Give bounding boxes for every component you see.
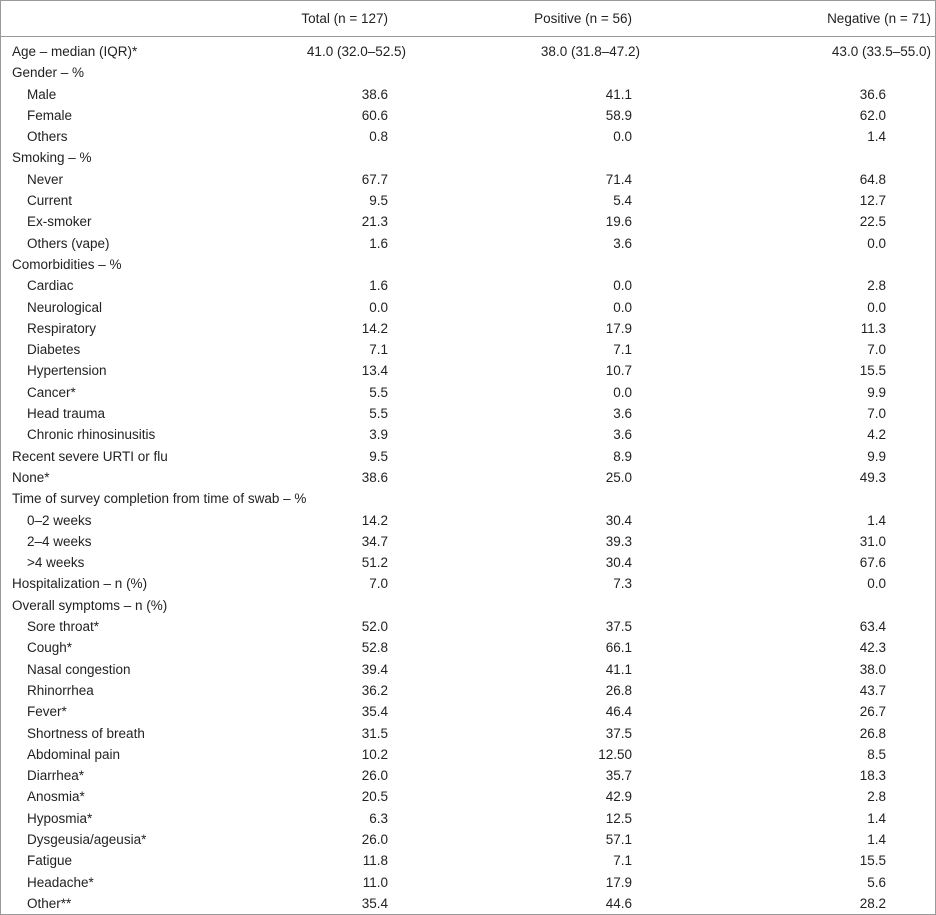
- cell-negative: 0.0: [867, 235, 886, 251]
- cell-positive: 7.1: [613, 342, 632, 358]
- cell-total: 38.6: [361, 86, 388, 102]
- cell-positive: 0.0: [613, 278, 632, 294]
- cell-total: 11.8: [362, 853, 388, 869]
- row-label: Others (vape): [27, 235, 110, 251]
- cell-negative: 7.0: [867, 406, 886, 422]
- table-row: [0, 318, 936, 339]
- cell-negative: 67.6: [859, 555, 886, 571]
- cell-total: 41.0 (32.0–52.5): [306, 44, 406, 59]
- cell-negative: 42.3: [859, 640, 886, 656]
- cell-total: 0.0: [369, 299, 388, 315]
- table-row: [0, 744, 936, 765]
- cell-negative: 49.3: [859, 469, 886, 485]
- row-label: Dysgeusia/ageusia*: [27, 831, 147, 847]
- cell-total: 39.4: [361, 661, 388, 677]
- cell-negative: 2.8: [867, 789, 886, 805]
- row-label: Other**: [27, 895, 72, 911]
- table-row: [0, 786, 936, 807]
- cell-positive: 38.0 (31.8–47.2): [540, 44, 640, 59]
- cell-negative: [682, 147, 936, 168]
- cell-positive: 0.0: [613, 384, 632, 400]
- cell-positive: [416, 595, 682, 616]
- cell-negative: 4.2: [867, 427, 886, 443]
- table-row: [0, 62, 936, 83]
- cell-total: 36.2: [361, 682, 388, 698]
- cell-positive: 26.8: [605, 682, 632, 698]
- cell-positive: 30.4: [605, 555, 632, 571]
- table-row: [0, 616, 936, 637]
- table-row: [0, 382, 936, 403]
- row-label: Diabetes: [27, 342, 81, 358]
- cell-positive: 35.7: [605, 768, 632, 784]
- table-row: [0, 573, 936, 594]
- row-label: None*: [12, 469, 50, 485]
- cell-negative: 9.9: [867, 448, 886, 464]
- cell-positive: 7.3: [613, 576, 632, 592]
- cell-total: 38.6: [361, 469, 388, 485]
- cell-negative: 15.5: [859, 363, 886, 379]
- cell-positive: 17.9: [605, 874, 632, 890]
- cell-negative: 31.0: [859, 533, 886, 549]
- header-total: Total (n = 127): [301, 11, 388, 26]
- row-label: Cancer*: [27, 384, 76, 400]
- table-row: [0, 723, 936, 744]
- row-label: Cardiac: [27, 278, 74, 294]
- row-label: Abdominal pain: [27, 746, 121, 762]
- cell-total: 6.3: [369, 810, 388, 826]
- cell-negative: 43.0 (33.5–55.0): [831, 44, 931, 59]
- cell-total: 51.2: [361, 555, 388, 571]
- table-row: [0, 126, 936, 147]
- row-label: Sore throat*: [27, 619, 100, 635]
- table-row: [0, 467, 936, 488]
- cell-total: 1.6: [369, 278, 388, 294]
- cell-total: 20.5: [361, 789, 388, 805]
- row-label: Nasal congestion: [27, 661, 131, 677]
- table-row: [0, 765, 936, 786]
- cell-positive: 8.9: [613, 448, 632, 464]
- cell-positive: 17.9: [605, 320, 632, 336]
- row-label: Female: [27, 107, 73, 123]
- row-label: Fever*: [27, 704, 67, 720]
- cell-total: [300, 147, 416, 168]
- row-label: >4 weeks: [27, 555, 85, 571]
- cell-positive: 5.4: [613, 193, 632, 209]
- cell-positive: 0.0: [613, 299, 632, 315]
- table-row: [0, 488, 936, 509]
- table-row: [0, 424, 936, 445]
- cell-positive: 25.0: [605, 469, 632, 485]
- cell-total: 3.9: [369, 427, 388, 443]
- table-row: [0, 446, 936, 467]
- cell-total: 60.6: [361, 107, 388, 123]
- cell-negative: 0.0: [867, 576, 886, 592]
- table-row: [0, 211, 936, 232]
- row-label: Cough*: [27, 640, 73, 656]
- table-row: [0, 233, 936, 254]
- cell-positive: 41.1: [605, 661, 632, 677]
- row-label: Comorbidities – %: [12, 256, 122, 272]
- cell-negative: 26.7: [859, 704, 886, 720]
- cell-total: 26.0: [361, 768, 388, 784]
- cell-total: 9.5: [369, 448, 388, 464]
- cell-negative: [682, 595, 936, 616]
- cell-total: 1.6: [369, 235, 388, 251]
- row-label: Male: [27, 86, 57, 102]
- cell-positive: 66.1: [605, 640, 632, 656]
- cell-total: 31.5: [361, 725, 388, 741]
- cell-negative: 1.4: [867, 512, 886, 528]
- row-label: Hypertension: [27, 363, 107, 379]
- cell-positive: 46.4: [605, 704, 632, 720]
- cell-negative: [682, 254, 936, 275]
- table-row: [0, 808, 936, 829]
- cell-total: 10.2: [361, 746, 388, 762]
- cell-negative: 22.5: [859, 214, 886, 230]
- table-row: [0, 829, 936, 850]
- cell-positive: 30.4: [605, 512, 632, 528]
- header-negative: Negative (n = 71): [827, 11, 931, 26]
- cell-positive: 3.6: [613, 406, 632, 422]
- cell-positive: 37.5: [605, 619, 632, 635]
- cell-positive: 37.5: [605, 725, 632, 741]
- table-row: [0, 254, 936, 275]
- cell-positive: 58.9: [605, 107, 632, 123]
- row-label: Rhinorrhea: [27, 682, 94, 698]
- row-label: Chronic rhinosinusitis: [27, 427, 156, 443]
- cell-negative: 7.0: [867, 342, 886, 358]
- cell-positive: 3.6: [613, 235, 632, 251]
- table-row: [0, 403, 936, 424]
- cell-total: 52.0: [361, 619, 388, 635]
- table-row: [0, 190, 936, 211]
- cell-total: 7.1: [369, 342, 388, 358]
- row-label: Age – median (IQR)*: [12, 44, 138, 59]
- row-label: Neurological: [27, 299, 103, 315]
- cell-total: 67.7: [361, 171, 388, 187]
- row-label: Head trauma: [27, 406, 106, 422]
- table-row: [0, 275, 936, 296]
- row-label: Diarrhea*: [27, 768, 85, 784]
- table-row: [0, 84, 936, 105]
- cell-total: 13.4: [361, 363, 388, 379]
- cell-total: [300, 595, 416, 616]
- cell-negative: [682, 62, 936, 83]
- table-row: [0, 680, 936, 701]
- cell-positive: 44.6: [605, 895, 632, 911]
- table-row: [0, 531, 936, 552]
- header-label: [0, 0, 300, 37]
- cell-negative: [682, 488, 936, 509]
- cell-total: [300, 254, 416, 275]
- row-label: Gender – %: [12, 65, 85, 81]
- cell-negative: 43.7: [859, 682, 886, 698]
- cell-negative: 5.6: [867, 874, 886, 890]
- cell-total: [300, 62, 416, 83]
- row-label: Hospitalization – n (%): [12, 576, 148, 592]
- cell-negative: 18.3: [859, 768, 886, 784]
- cell-total: [300, 488, 416, 509]
- cell-positive: [416, 488, 682, 509]
- table-row: [0, 105, 936, 126]
- table-row: [0, 701, 936, 722]
- table-body: [0, 37, 936, 914]
- row-label: Current: [27, 193, 73, 209]
- header-row: [0, 0, 936, 37]
- row-label: Headache*: [27, 874, 94, 890]
- cell-positive: 12.50: [598, 746, 632, 762]
- cell-positive: 41.1: [605, 86, 632, 102]
- cell-positive: 19.6: [605, 214, 632, 230]
- cell-positive: 0.0: [613, 129, 632, 145]
- cell-total: 9.5: [369, 193, 388, 209]
- row-label: Overall symptoms – n (%): [12, 597, 168, 613]
- table-row: [0, 339, 936, 360]
- row-label: Anosmia*: [27, 789, 85, 805]
- cell-total: 0.8: [369, 129, 388, 145]
- table-row: [0, 637, 936, 658]
- cell-positive: [416, 254, 682, 275]
- cell-total: 35.4: [361, 704, 388, 720]
- cell-negative: 26.8: [859, 725, 886, 741]
- cell-negative: 0.0: [867, 299, 886, 315]
- cell-negative: 8.5: [867, 746, 886, 762]
- table-row: [0, 360, 936, 381]
- cell-negative: 62.0: [859, 107, 886, 123]
- header-positive: Positive (n = 56): [534, 11, 632, 26]
- cell-negative: 1.4: [867, 831, 886, 847]
- table-row: [0, 659, 936, 680]
- table-row: [0, 297, 936, 318]
- cell-negative: 63.4: [859, 619, 886, 635]
- table-row: [0, 595, 936, 616]
- table-row: [0, 552, 936, 573]
- table-row: [0, 850, 936, 871]
- cell-negative: 2.8: [867, 278, 886, 294]
- row-label: Recent severe URTI or flu: [12, 448, 168, 464]
- table-row: [0, 510, 936, 531]
- cell-positive: 7.1: [613, 853, 632, 869]
- row-label: Ex-smoker: [27, 214, 92, 230]
- cell-positive: 10.7: [605, 363, 632, 379]
- cell-positive: [416, 147, 682, 168]
- cell-total: 11.0: [362, 874, 388, 890]
- cell-total: 21.3: [361, 214, 388, 230]
- row-label: Fatigue: [27, 853, 73, 869]
- cell-total: 34.7: [361, 533, 388, 549]
- cell-negative: 12.7: [859, 193, 886, 209]
- cell-total: 5.5: [369, 406, 388, 422]
- cell-positive: 3.6: [613, 427, 632, 443]
- cell-negative: 1.4: [867, 810, 886, 826]
- row-label: 2–4 weeks: [27, 533, 92, 549]
- row-label: Smoking – %: [12, 150, 92, 166]
- cell-total: 5.5: [369, 384, 388, 400]
- row-label: Respiratory: [27, 320, 97, 336]
- cell-negative: 64.8: [859, 171, 886, 187]
- cell-negative: 28.2: [859, 895, 886, 911]
- cell-positive: 57.1: [605, 831, 632, 847]
- cell-total: 14.2: [361, 512, 388, 528]
- cell-positive: 42.9: [605, 789, 632, 805]
- row-label: Hyposmia*: [27, 810, 93, 826]
- cell-total: 35.4: [361, 895, 388, 911]
- cell-negative: 9.9: [867, 384, 886, 400]
- cell-negative: 11.3: [860, 320, 886, 336]
- cell-negative: 38.0: [859, 661, 886, 677]
- row-label: Never: [27, 171, 64, 187]
- cell-total: 26.0: [361, 831, 388, 847]
- row-label: 0–2 weeks: [27, 512, 92, 528]
- table-row: [0, 893, 936, 914]
- row-label: Others: [27, 129, 68, 145]
- cell-positive: 71.4: [605, 171, 632, 187]
- table-row: [0, 37, 936, 62]
- cell-positive: [416, 62, 682, 83]
- table-row: [0, 169, 936, 190]
- table-row: [0, 872, 936, 893]
- cell-total: 14.2: [361, 320, 388, 336]
- cell-total: 7.0: [369, 576, 388, 592]
- cell-total: 52.8: [361, 640, 388, 656]
- cell-negative: 36.6: [859, 86, 886, 102]
- row-label: Shortness of breath: [27, 725, 145, 741]
- cell-negative: 1.4: [867, 129, 886, 145]
- row-label: Time of survey completion from time of swab – %: [12, 491, 307, 507]
- cell-positive: 12.5: [605, 810, 632, 826]
- cell-negative: 15.5: [859, 853, 886, 869]
- cell-positive: 39.3: [605, 533, 632, 549]
- table-row: [0, 147, 936, 168]
